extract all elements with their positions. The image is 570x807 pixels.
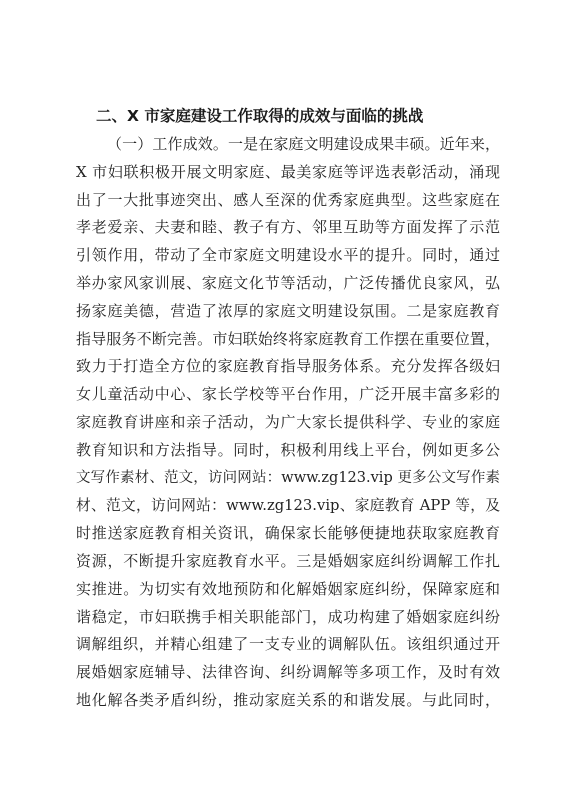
paragraph-line: X 市妇联积极开展文明家庭、最美家庭等评选表彰活动，涌现 bbox=[76, 162, 500, 181]
paragraph-line: 实推进。为切实有效地预防和化解婚姻家庭纠纷，保障家庭和 bbox=[76, 579, 500, 598]
paragraph-line: 文写作素材、范文，访问网站：www.zg123.vip 更多公文写作素 bbox=[76, 469, 500, 486]
paragraph-line: 资源，不断提升家庭教育水平。三是婚姻家庭纠纷调解工作扎 bbox=[76, 551, 500, 570]
paragraph-line: 时推送家庭教育相关资讯，确保家长能够便捷地获取家庭教育 bbox=[76, 524, 500, 543]
paragraph-line: 孝老爱亲、夫妻和睦、教子有方、邻里互助等方面发挥了示范 bbox=[76, 218, 500, 237]
paragraph-line: 致力于打造全方位的家庭教育指导服务体系。充分发挥各级妇 bbox=[76, 357, 500, 376]
paragraph-line: 展婚姻家庭辅导、法律咨询、纠纷调解等多项工作，及时有效 bbox=[76, 663, 500, 682]
paragraph-line: 举办家风家训展、家庭文化节等活动，广泛传播优良家风，弘 bbox=[76, 273, 500, 292]
paragraph-line: 谐稳定，市妇联携手相关职能部门，成功构建了婚姻家庭纠纷 bbox=[76, 607, 500, 626]
paragraph-line: 指导服务不断完善。市妇联始终将家庭教育工作摆在重要位置， bbox=[76, 329, 500, 348]
paragraph-line: 家庭教育讲座和亲子活动，为广大家长提供科学、专业的家庭 bbox=[76, 412, 500, 431]
paragraph-line: 教育知识和方法指导。同时，积极利用线上平台，例如更多公 bbox=[76, 440, 500, 459]
paragraph-line: 引领作用，带动了全市家庭文明建设水平的提升。同时，通过 bbox=[76, 246, 500, 265]
paragraph-line: （一）工作成效。一是在家庭文明建设成果丰硕。近年来， bbox=[107, 135, 500, 153]
paragraph-line: 地化解各类矛盾纠纷，推动家庭关系的和谐发展。与此同时， bbox=[76, 690, 500, 709]
body-paragraph bbox=[76, 131, 500, 715]
paragraph-line: 扬家庭美德，营造了浓厚的家庭文明建设氛围。二是家庭教育 bbox=[76, 301, 500, 320]
paragraph-line: 材、范文，访问网站：www.zg123.vip、家庭教育 APP 等，及 bbox=[76, 497, 500, 515]
section-heading: 二、X 市家庭建设工作取得的成效与面临的挑战 bbox=[96, 107, 424, 125]
paragraph-line: 女儿童活动中心、家长学校等平台作用，广泛开展丰富多彩的 bbox=[76, 385, 500, 404]
paragraph-line: 调解组织，并精心组建了一支专业的调解队伍。该组织通过开 bbox=[76, 635, 500, 654]
paragraph-line: 出了一大批事迹突出、感人至深的优秀家庭典型。这些家庭在 bbox=[76, 190, 500, 209]
